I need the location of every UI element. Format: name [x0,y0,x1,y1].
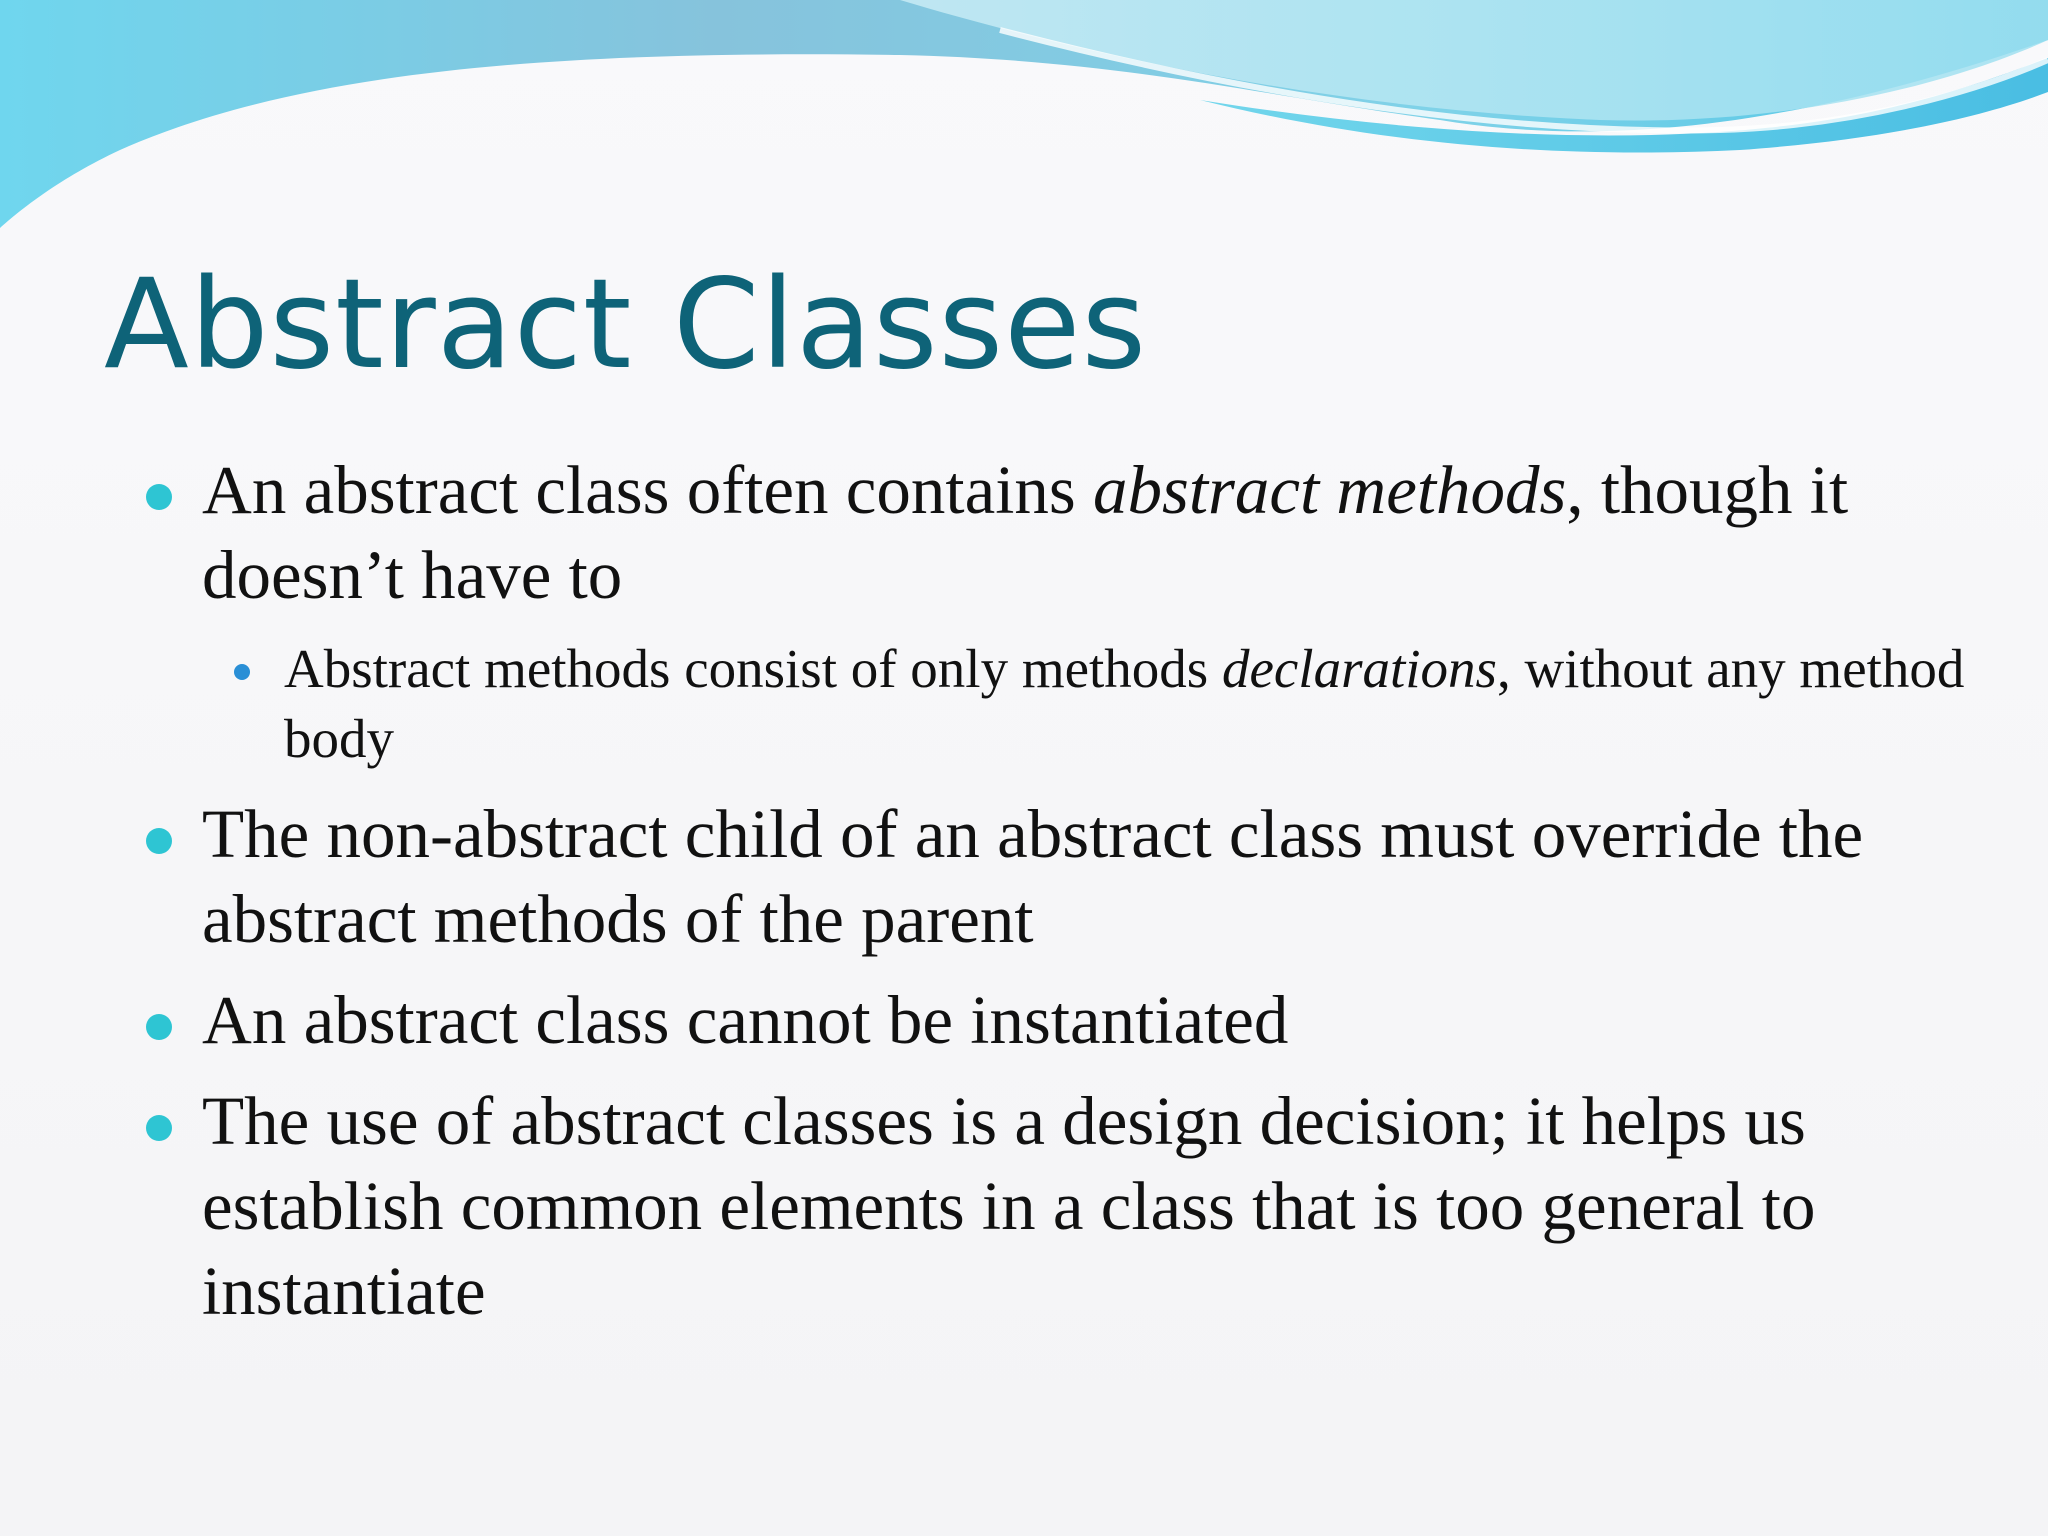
sub-bullet-text-end: , without any method body [284,638,1965,769]
bullet-text: An abstract class cannot be instantiated [202,982,1289,1058]
bullet-dot-icon [146,1115,172,1141]
bullet-dot-icon [146,1014,172,1040]
bullet-list [0,448,2048,1350]
bullet-emphasis: abstract methods [1092,452,1567,528]
header-wave-decoration [0,0,2048,260]
sub-bullet-emphasis: declarations [1221,638,1497,699]
slide-title: Abstract Classes [104,253,1148,397]
bullet-dot-icon [146,484,172,510]
bullet-dot-icon [146,828,172,854]
sub-bullet-item [0,634,2048,774]
bullet-item [0,1079,2048,1334]
bullet-item [0,978,2048,1063]
bullet-text: An abstract class often contains [202,452,1093,528]
bullet-item [0,792,2048,962]
sub-bullet-text: Abstract methods consist of only methods [284,638,1222,699]
bullet-text-end: , though it doesn’t have to [202,452,1849,613]
bullet-item [0,448,2048,618]
bullet-text: The use of abstract classes is a design decision; it helps us establish common elements in a class that is too general to instantiate [202,1083,1816,1329]
sub-bullet-dot-icon [234,664,250,680]
bullet-text: The non-abstract child of an abstract class must override the abstract methods of the parent [202,796,1864,957]
